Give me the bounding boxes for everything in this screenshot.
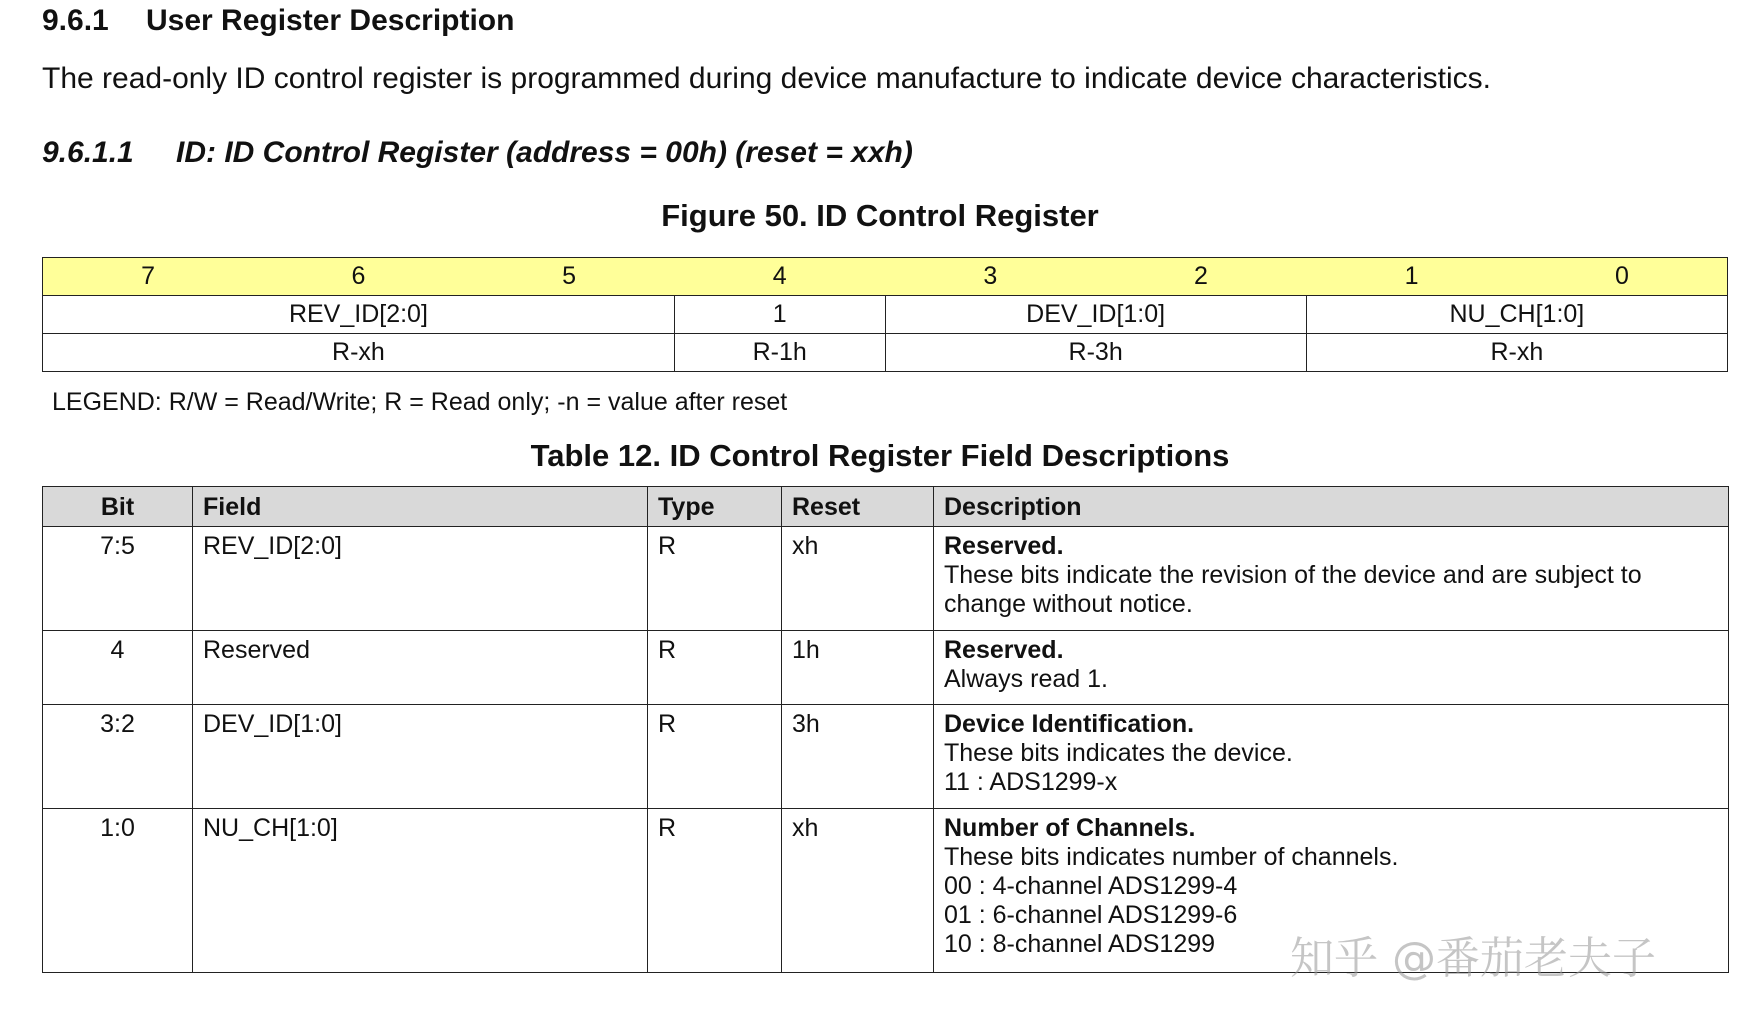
cell-reset: xh <box>782 809 934 973</box>
bit-number: 7 <box>43 258 254 296</box>
figure-caption: Figure 50. ID Control Register <box>661 198 1099 233</box>
intro-paragraph: The read-only ID control register is programmed during device manufacture to indicate device characteristics. <box>42 62 1491 95</box>
access-row <box>43 334 1728 372</box>
register-field-name: NU_CH[1:0] <box>1306 296 1727 334</box>
field-name-row <box>43 296 1728 334</box>
header-reset: Reset <box>782 487 934 527</box>
bit-number: 2 <box>1096 258 1307 296</box>
bit-number: 5 <box>464 258 675 296</box>
bit-number: 6 <box>253 258 464 296</box>
section-title: User Register Description <box>146 4 515 37</box>
bit-number: 3 <box>885 258 1096 296</box>
description-line: These bits indicates the device. <box>944 739 1293 767</box>
header-field: Field <box>193 487 648 527</box>
description-title: Reserved. <box>944 532 1064 560</box>
bit-number: 1 <box>1306 258 1517 296</box>
table-header-row <box>43 487 1729 527</box>
description-title: Reserved. <box>944 636 1064 664</box>
register-field-name: REV_ID[2:0] <box>43 296 675 334</box>
description-line: 01 : 6-channel ADS1299-6 <box>944 901 1238 929</box>
header-type: Type <box>648 487 782 527</box>
cell-bit: 1:0 <box>43 809 193 973</box>
cell-bit: 3:2 <box>43 705 193 809</box>
header-bit: Bit <box>43 487 193 527</box>
register-legend: LEGEND: R/W = Read/Write; R = Read only; -n = value after reset <box>52 388 788 416</box>
register-field-access: R-xh <box>1306 334 1727 372</box>
subsection-heading <box>42 136 913 170</box>
register-field-access: R-3h <box>885 334 1306 372</box>
description-line: These bits indicate the revision of the device and are subject to change without notice. <box>944 561 1642 618</box>
description-line: Always read 1. <box>944 665 1108 693</box>
bit-number: 0 <box>1517 258 1728 296</box>
cell-reset: xh <box>782 527 934 631</box>
cell-reset: 1h <box>782 631 934 705</box>
cell-description <box>934 527 1729 631</box>
field-description-table <box>42 486 1729 973</box>
bit-number-row <box>43 258 1728 296</box>
subsection-number: 9.6.1.1 <box>42 136 134 169</box>
cell-bit: 7:5 <box>43 527 193 631</box>
watermark-text: 知乎 @番茄老夫子 <box>1290 933 1656 984</box>
cell-bit: 4 <box>43 631 193 705</box>
cell-type: R <box>648 705 782 809</box>
cell-type: R <box>648 809 782 973</box>
cell-type: R <box>648 527 782 631</box>
cell-description <box>934 631 1729 705</box>
cell-field: REV_ID[2:0] <box>193 527 648 631</box>
register-field-name: DEV_ID[1:0] <box>885 296 1306 334</box>
table-caption: Table 12. ID Control Register Field Descriptions <box>530 438 1230 473</box>
register-field-name: 1 <box>674 296 885 334</box>
description-title: Device Identification. <box>944 710 1195 738</box>
cell-field: DEV_ID[1:0] <box>193 705 648 809</box>
cell-reset: 3h <box>782 705 934 809</box>
description-line: 00 : 4-channel ADS1299-4 <box>944 872 1238 900</box>
table-row <box>43 527 1729 631</box>
register-map-table <box>42 257 1728 372</box>
description-title: Number of Channels. <box>944 814 1196 842</box>
cell-description <box>934 705 1729 809</box>
table-row <box>43 631 1729 705</box>
header-description: Description <box>934 487 1729 527</box>
description-line: 11 : ADS1299-x <box>944 768 1118 796</box>
section-heading <box>42 4 514 38</box>
description-line: These bits indicates number of channels. <box>944 843 1399 871</box>
register-field-access: R-xh <box>43 334 675 372</box>
subsection-title: ID: ID Control Register (address = 00h) (reset = xxh) <box>176 136 913 169</box>
cell-field: Reserved <box>193 631 648 705</box>
cell-field: NU_CH[1:0] <box>193 809 648 973</box>
section-number: 9.6.1 <box>42 4 109 37</box>
bit-number: 4 <box>674 258 885 296</box>
table-row <box>43 705 1729 809</box>
cell-type: R <box>648 631 782 705</box>
description-line: 10 : 8-channel ADS1299 <box>944 930 1216 958</box>
register-field-access: R-1h <box>674 334 885 372</box>
